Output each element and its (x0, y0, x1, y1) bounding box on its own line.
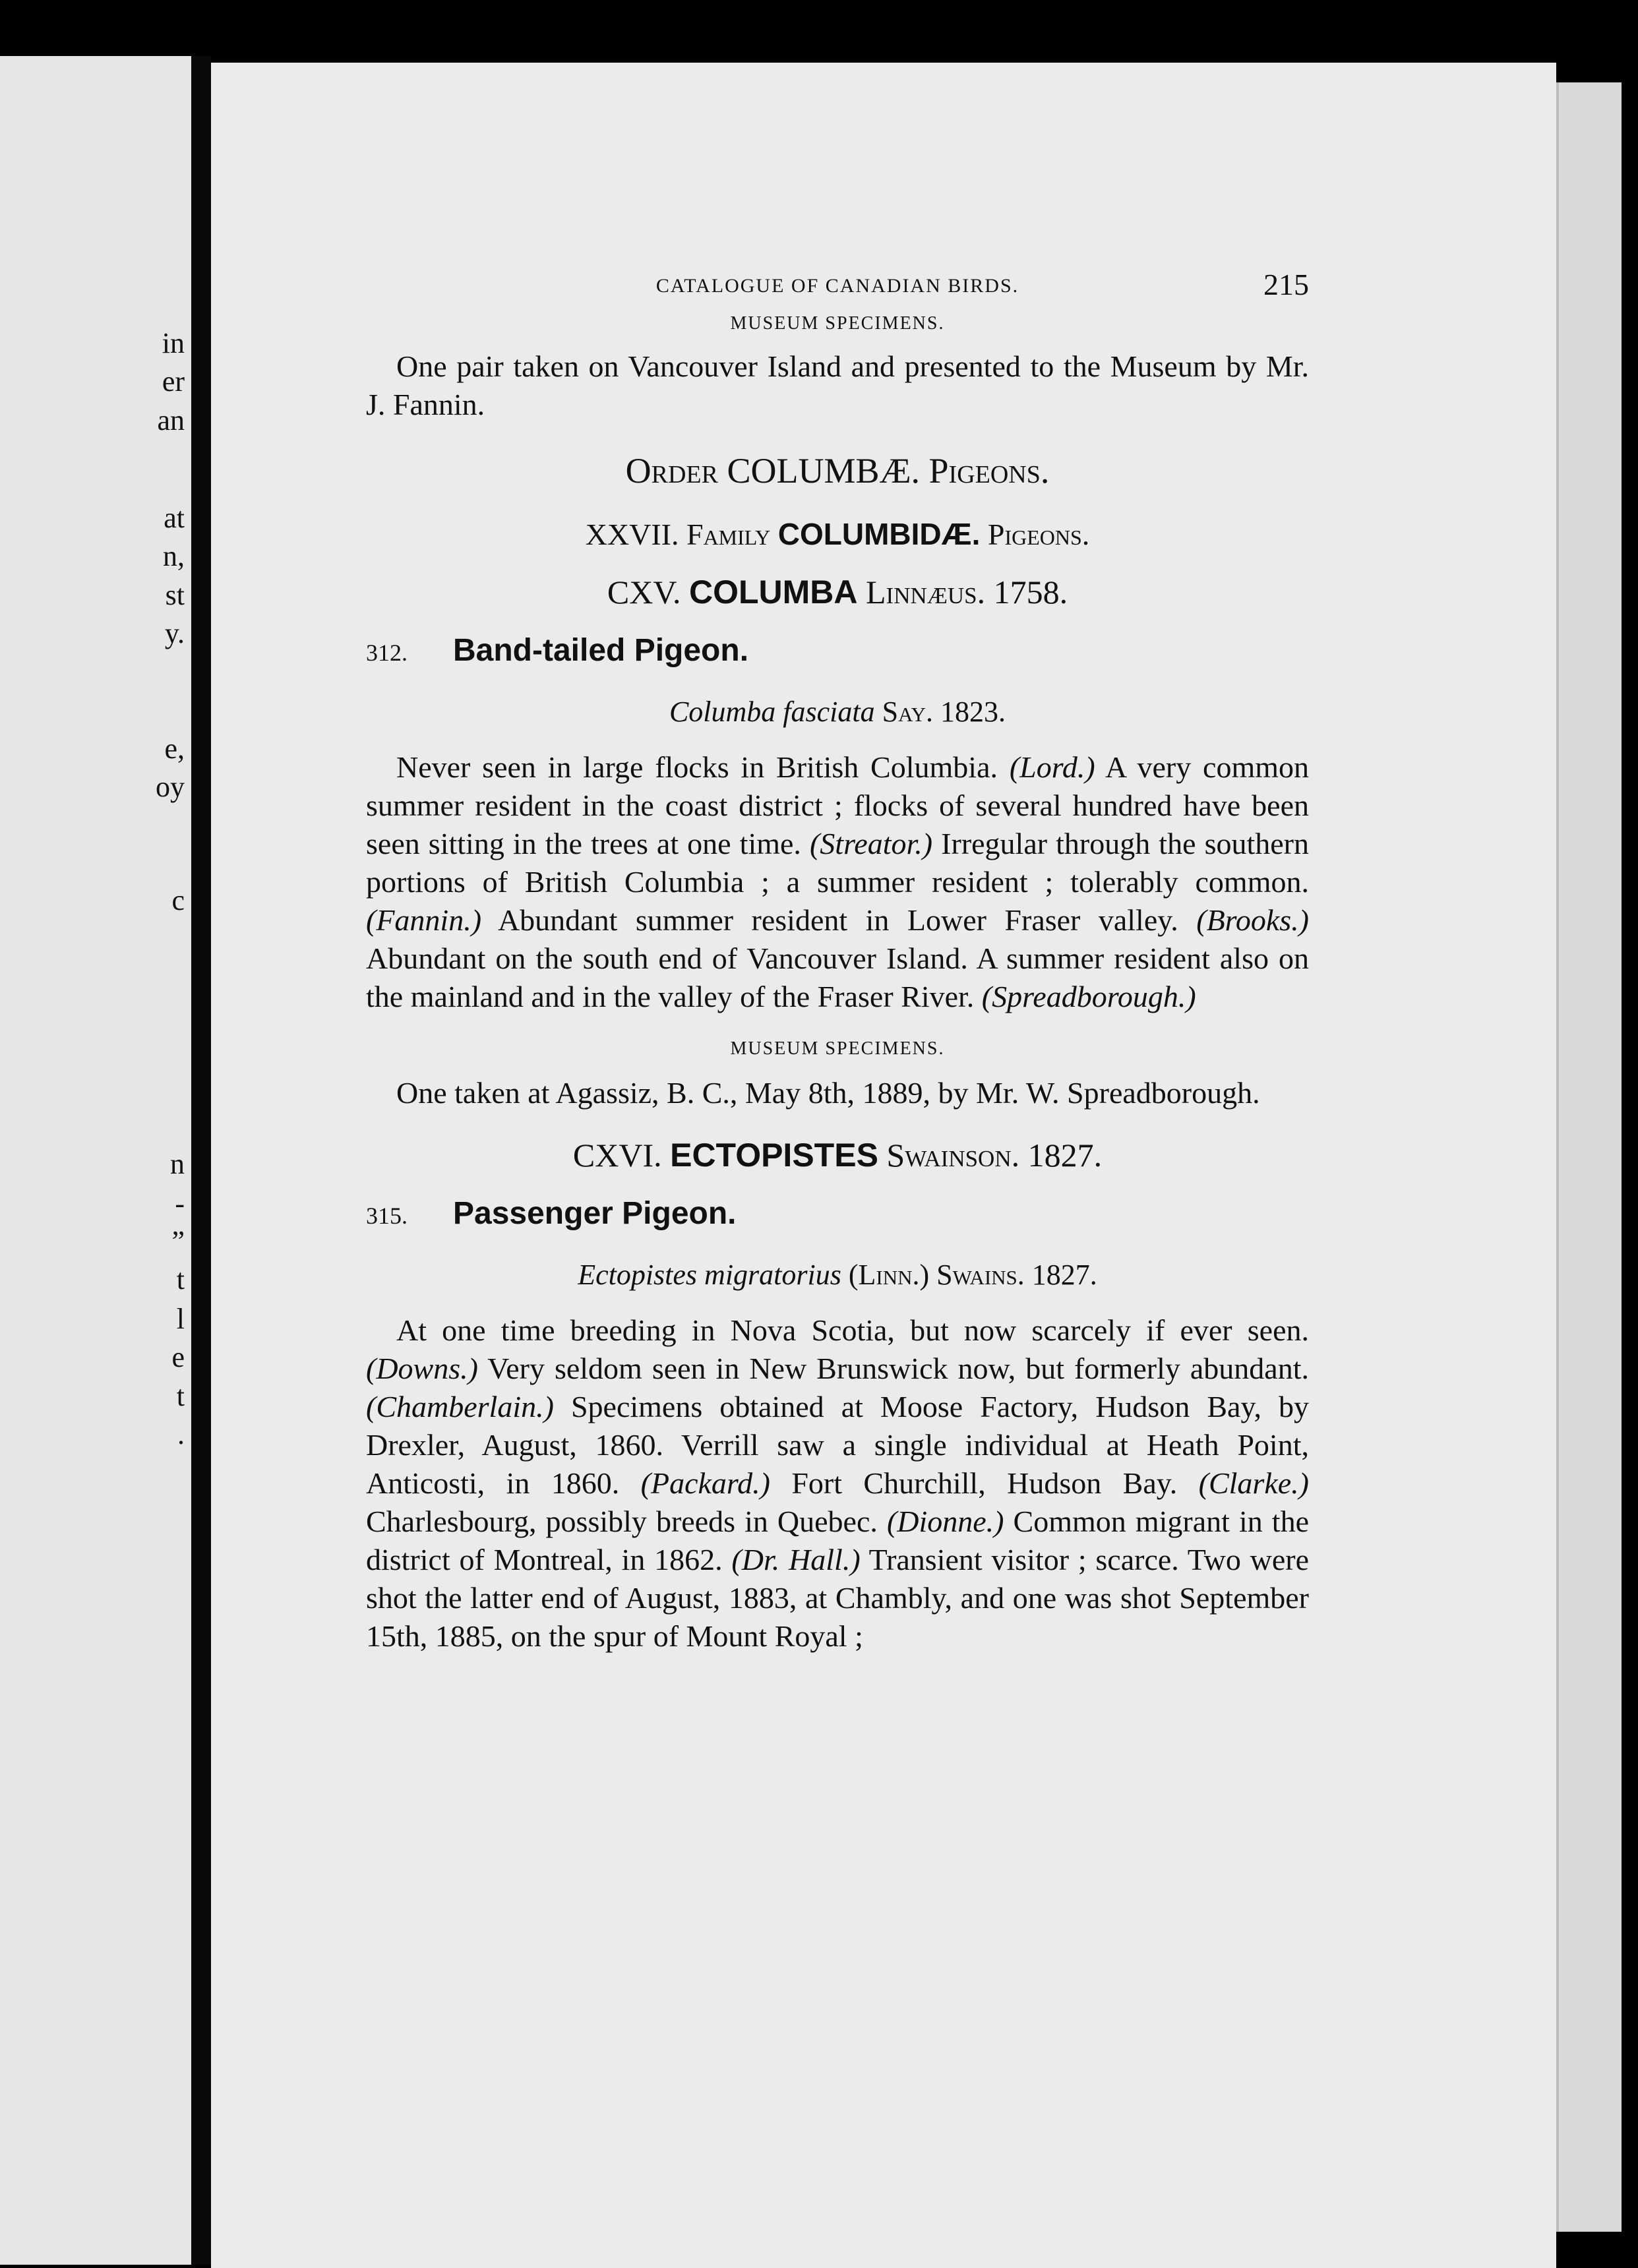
museum-specimens-heading: MUSEUM SPECIMENS. (730, 1038, 945, 1059)
citation: (Chamberlain.) (366, 1390, 554, 1423)
facing-page-fragment: an (157, 404, 185, 436)
facing-page-fragment: n, (163, 540, 185, 572)
facing-page-fragment: t (176, 1263, 185, 1296)
family-common: Pigeons. (987, 518, 1090, 551)
citation: (Streator.) (809, 827, 933, 860)
page-number: 215 (1263, 268, 1309, 301)
binomial-year: 1827. (1031, 1259, 1097, 1291)
facing-page-fragment: in (162, 327, 185, 359)
binomial-author: Swains. (936, 1259, 1025, 1291)
family-prefix: Family (686, 518, 771, 551)
facing-page-fragment: t (176, 1380, 185, 1412)
book-page (211, 63, 1556, 2268)
citation: (Spreadborough.) (981, 980, 1196, 1013)
binomial-year: 1823. (940, 696, 1006, 728)
genus-author: Swainson. (886, 1137, 1020, 1174)
facing-page-fragment: . (177, 1418, 185, 1450)
species-binomial (366, 1258, 1309, 1292)
species-account: At one time breeding in Nova Scotia, but now scarcely if ever seen. (Downs.) Very seldom seen in New Brunswick now, but formerly abundant. (Chamberlain.) Specimens obtained at Moose Factory, Hudson Bay, by Drexler, August, 1860. Verrill saw a single individual at Heath Point, Anticosti, in 1860. (Packard.) Fort Churchill, Hudson Bay. (Clarke.) Charlesbourg, possibly breeds in Quebec. (Dionne.) Common migrant in the district of Montreal, in 1862. (Dr. Hall.) Transient visitor ; scarce. Two were shot the latter end of August, 1883, at Chambly, and one was shot September 15th, 1885, on the spur of Mount Royal ; (366, 1313, 1310, 1653)
order-prefix: Order (625, 451, 718, 491)
museum-specimens-text: One taken at Agassiz, B. C., May 8th, 1889, by Mr. W. Spreadborough. (396, 1076, 1260, 1110)
facing-page-fragment: y. (164, 617, 185, 649)
genus-heading (366, 1136, 1309, 1174)
page-edge (1556, 82, 1622, 2232)
species-account: Never seen in large flocks in British Columbia. (Lord.) A very common summer resident in the coast district ; flocks of several hundred have been seen sitting in the trees at one time. (Streator.) Irregular through the southern portions of British Columbia ; a summer resident ; tolerably common. (Fannin.) Abundant summer resident in Lower Fraser valley. (Brooks.) Abundant on the south end of Vancouver Island. A summer resident also on the mainland and in the valley of the Fraser River. (Spreadborough.) (366, 750, 1310, 1013)
order-heading (366, 450, 1309, 491)
order-name: COLUMBÆ. (727, 451, 921, 491)
genus-numeral: CXV. (607, 574, 681, 611)
citation: (Downs.) (366, 1352, 478, 1385)
binomial-author: Say. (882, 696, 934, 728)
facing-page-fragment: st (165, 579, 185, 611)
citation: (Dionne.) (886, 1505, 1004, 1538)
family-name: COLUMBIDÆ. (777, 517, 981, 551)
facing-page-fragment: e, (164, 732, 185, 765)
citation: (Lord.) (1009, 750, 1095, 784)
museum-specimens-heading: MUSEUM SPECIMENS. (730, 313, 945, 334)
genus-numeral: CXVI. (572, 1137, 662, 1174)
genus-name: ECTOPISTES (670, 1137, 878, 1174)
genus-name: COLUMBA (688, 574, 858, 611)
family-numeral: XXVII. (585, 518, 679, 551)
species-number: 312. (366, 640, 408, 666)
species-binomial (366, 695, 1309, 729)
page-content (366, 267, 1309, 1656)
facing-page-fragment: n (170, 1148, 185, 1180)
binomial-name: Ectopistes migratorius (578, 1259, 841, 1291)
species-heading (366, 1195, 1309, 1232)
facing-page-fragment: - (175, 1187, 185, 1220)
book-gutter (191, 56, 211, 2265)
genus-year: 1758. (993, 574, 1068, 611)
genus-year: 1827. (1027, 1137, 1103, 1174)
genus-author: Linnæus. (866, 574, 986, 611)
species-name: Passenger Pigeon. (453, 1196, 737, 1231)
facing-page-fragment: ” (171, 1225, 185, 1257)
facing-page-fragment: l (176, 1303, 185, 1335)
museum-specimens-text: One pair taken on Vancouver Island and presented to the Museum by Mr. J. Fannin. (366, 349, 1309, 421)
binomial-author-original: (Linn.) (848, 1259, 930, 1291)
running-title: CATALOGUE OF CANADIAN BIRDS. (655, 275, 1019, 297)
citation: (Clarke.) (1198, 1466, 1309, 1500)
facing-page-fragment: at (164, 502, 185, 534)
species-number: 315. (366, 1203, 408, 1229)
species-heading (366, 632, 1309, 669)
running-head (366, 267, 1309, 313)
binomial-name: Columba fasciata (669, 696, 875, 728)
citation: (Brooks.) (1196, 903, 1309, 937)
citation: (Fannin.) (366, 903, 482, 937)
citation: (Packard.) (640, 1466, 770, 1500)
facing-page-fragment: e (171, 1341, 185, 1373)
genus-heading (366, 573, 1309, 611)
citation: (Dr. Hall.) (731, 1543, 861, 1576)
facing-page-fragment: er (162, 365, 185, 398)
species-name: Band-tailed Pigeon. (453, 633, 749, 668)
facing-page-fragment: oy (156, 771, 185, 803)
order-common: Pigeons. (928, 451, 1050, 491)
facing-page-fragment: c (171, 884, 185, 916)
family-heading (366, 516, 1309, 552)
